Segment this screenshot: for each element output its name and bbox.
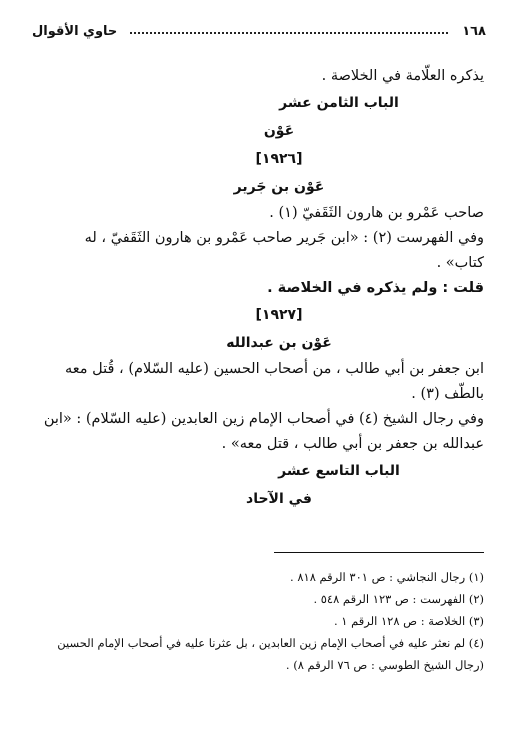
text-line: قلت : ولم يذكره في الخلاصة . <box>267 280 484 296</box>
page-number: ١٦٨ <box>462 24 486 39</box>
chapter-heading: الباب التاسع عشر <box>278 463 400 479</box>
text-line: عبدالله بن جعفر بن أبي طالب ، قتل معه» . <box>221 436 484 452</box>
text-line: وفي رجال الشيخ (٤) في أصحاب الإمام زين العابدين (عليه السّلام) : «ابن <box>43 411 484 427</box>
entry-name: عَوْن بن جَرير <box>233 179 325 195</box>
entry-number: [١٩٢٦] <box>255 151 303 167</box>
text-line: صاحب عَمْرو بن هارون الثَقَفيّ (١) . <box>269 205 484 221</box>
text-line: كتاب» . <box>436 255 484 271</box>
entry-number: [١٩٢٧] <box>255 307 303 323</box>
chapter-heading: الباب الثامن عشر <box>279 95 399 111</box>
book-title: حاوي الأقوال <box>32 24 118 39</box>
footnote: (٤) لم نعثر عليه في أصحاب الإمام زين العابدين ، بل عثرنا عليه في أصحاب الإمام الحسين <box>57 636 484 650</box>
entry-name: عَوْن بن عبدالله <box>226 335 332 351</box>
text-line: يذكره العلّامة في الخلاصة . <box>321 68 484 84</box>
header-dotted-leader <box>130 32 448 34</box>
text-line: ابن جعفر بن أبي طالب ، من أصحاب الحسين (عليه السّلام) ، قُتل معه <box>65 361 484 377</box>
footnotes <box>34 566 484 676</box>
footnote: (١) رجال النجاشي : ص ٣٠١ الرقم ٨١٨ . <box>290 570 484 584</box>
footnote-separator <box>274 552 484 553</box>
footnote: (٢) الفهرست : ص ١٢٣ الرقم ٥٤٨ . <box>313 592 484 606</box>
footnote-continuation: (رجال الشيخ الطوسي : ص ٧٦ الرقم ٨) . <box>285 658 484 672</box>
footnote: (٣) الخلاصة : ص ١٢٨ الرقم ١ . <box>333 614 484 628</box>
running-header <box>32 24 486 44</box>
main-text <box>34 64 484 513</box>
text-line: بالطّف (٣) . <box>411 386 484 402</box>
section-heading: عَوْن <box>263 123 295 139</box>
section-heading: في الآحاد <box>246 491 312 507</box>
text-line: وفي الفهرست (٢) : «ابن جَرير صاحب عَمْرو بن هارون الثَقَفيّ ، له <box>84 230 484 246</box>
